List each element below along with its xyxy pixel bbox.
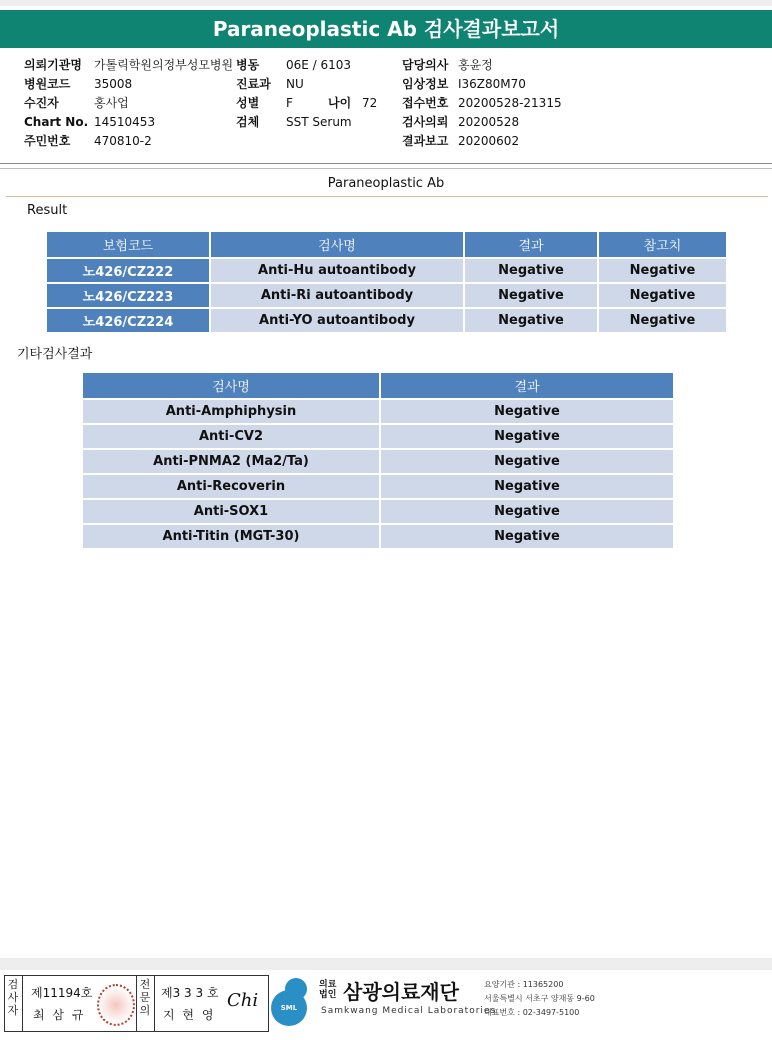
column-header: 결과 xyxy=(464,231,598,258)
seal-stamp xyxy=(97,984,135,1026)
table-row xyxy=(82,499,674,524)
table-header-row xyxy=(82,372,674,399)
table-row xyxy=(82,399,674,424)
info-column-3 xyxy=(402,56,562,151)
info-value: I36Z80M70 xyxy=(458,77,526,91)
divider xyxy=(0,163,772,164)
test-result: Negative xyxy=(464,258,598,283)
reference-value: Negative xyxy=(598,283,727,308)
info-value: SST Serum xyxy=(286,115,352,129)
test-result: Negative xyxy=(380,474,674,499)
info-value: 20200602 xyxy=(458,134,520,148)
test-name: Anti-Recoverin xyxy=(82,474,380,499)
org-contact xyxy=(484,978,595,1020)
info-value: 20200528 xyxy=(458,115,520,129)
test-name: Anti-Amphiphysin xyxy=(82,399,380,424)
test-name: Anti-SOX1 xyxy=(82,499,380,524)
info-value: 홍윤정 xyxy=(458,58,493,72)
test-result: Negative xyxy=(464,283,598,308)
section-title: Paraneoplastic Ab xyxy=(327,176,445,191)
column-header: 참고치 xyxy=(598,231,727,258)
table-row xyxy=(82,424,674,449)
test-result: Negative xyxy=(464,308,598,333)
info-column-2 xyxy=(236,56,377,132)
org-english-name: Samkwang Medical Laboratories xyxy=(321,1006,497,1016)
info-value: F xyxy=(286,96,293,110)
info-label: 결과보고 xyxy=(402,134,449,148)
info-value: 06E / 6103 xyxy=(286,58,352,72)
specialist-label: 전문의 xyxy=(139,978,151,1017)
column-header: 보험코드 xyxy=(46,231,210,258)
insurance-code: 노426/CZ224 xyxy=(46,308,210,333)
age-label: 나이 xyxy=(328,96,352,110)
info-label: 담당의사 xyxy=(402,58,449,72)
signature: Chi xyxy=(227,990,259,1011)
test-result: Negative xyxy=(380,449,674,474)
info-label: Chart No. xyxy=(24,115,89,129)
table-header-row xyxy=(46,231,727,258)
test-result: Negative xyxy=(380,424,674,449)
info-value: 20200528-21315 xyxy=(458,96,562,110)
test-name: Anti-PNMA2 (Ma2/Ta) xyxy=(82,449,380,474)
insurance-code: 노426/CZ222 xyxy=(46,258,210,283)
insurance-code: 노426/CZ223 xyxy=(46,283,210,308)
info-label: 병동 xyxy=(236,58,260,72)
info-value: 35008 xyxy=(94,77,133,91)
info-column-1 xyxy=(24,56,233,151)
contact-line: 서울특별시 서초구 양재동 9-60 xyxy=(484,994,595,1003)
column-header: 검사명 xyxy=(210,231,464,258)
info-value: 가톨릭학원의정부성모병원 xyxy=(94,58,234,72)
test-name: Anti-YO autoantibody xyxy=(210,308,464,333)
inspector-name: 최 삼 규 xyxy=(33,1008,86,1022)
info-label: 병원코드 xyxy=(24,77,71,91)
divider xyxy=(154,976,155,1031)
divider xyxy=(22,976,23,1031)
result-table xyxy=(45,230,728,334)
age-value: 72 xyxy=(362,96,378,110)
specialist-name: 지 현 영 xyxy=(163,1008,216,1022)
column-header: 결과 xyxy=(380,372,674,399)
logo-circle: SML xyxy=(271,990,307,1026)
test-name: Anti-Ri autoantibody xyxy=(210,283,464,308)
signature-box xyxy=(4,975,269,1032)
divider xyxy=(0,168,772,169)
test-result: Negative xyxy=(380,499,674,524)
info-value: 홍사업 xyxy=(94,96,129,110)
info-label: 의뢰기관명 xyxy=(24,58,82,72)
other-results-table xyxy=(81,371,675,550)
column-header: 검사명 xyxy=(82,372,380,399)
table-row xyxy=(46,258,727,283)
info-value: NU xyxy=(286,77,304,91)
footer-divider xyxy=(0,958,772,970)
table-row xyxy=(82,449,674,474)
table-row xyxy=(46,283,727,308)
org-name: 삼광의료재단 xyxy=(343,980,459,1004)
info-label: 수진자 xyxy=(24,96,59,110)
info-label: 주민번호 xyxy=(24,134,71,148)
specialist-license-no: 제3 3 3 호 xyxy=(161,986,219,1000)
result-heading: Result xyxy=(27,203,68,218)
test-name: Anti-Titin (MGT-30) xyxy=(82,524,380,549)
org-type: 의료 법인 xyxy=(319,980,337,1000)
table-row xyxy=(82,524,674,549)
test-name: Anti-Hu autoantibody xyxy=(210,258,464,283)
other-results-heading: 기타검사결과 xyxy=(17,347,93,362)
info-label: 임상정보 xyxy=(402,77,449,91)
info-value: 470810-2 xyxy=(94,134,152,148)
table-row xyxy=(82,474,674,499)
info-label: 진료과 xyxy=(236,77,271,91)
contact-line: 대표번호 : 02-3497-5100 xyxy=(484,1008,580,1017)
report-title: Paraneoplastic Ab 검사결과보고서 xyxy=(0,10,772,48)
info-label: 검사의뢰 xyxy=(402,115,449,129)
top-border xyxy=(0,0,772,6)
reference-value: Negative xyxy=(598,308,727,333)
test-name: Anti-CV2 xyxy=(82,424,380,449)
info-label: 성별 xyxy=(236,96,260,110)
test-result: Negative xyxy=(380,399,674,424)
table-row xyxy=(46,308,727,333)
info-value: 14510453 xyxy=(94,115,156,129)
test-result: Negative xyxy=(380,524,674,549)
info-label: 검체 xyxy=(236,115,260,129)
reference-value: Negative xyxy=(598,258,727,283)
contact-line: 요양기관 : 11365200 xyxy=(484,980,564,989)
inspector-label: 검사자 xyxy=(7,978,19,1017)
info-label: 접수번호 xyxy=(402,96,449,110)
section-underline xyxy=(6,196,768,197)
inspector-license-no: 제11194호 xyxy=(31,986,93,1000)
report-footer xyxy=(0,958,772,1040)
